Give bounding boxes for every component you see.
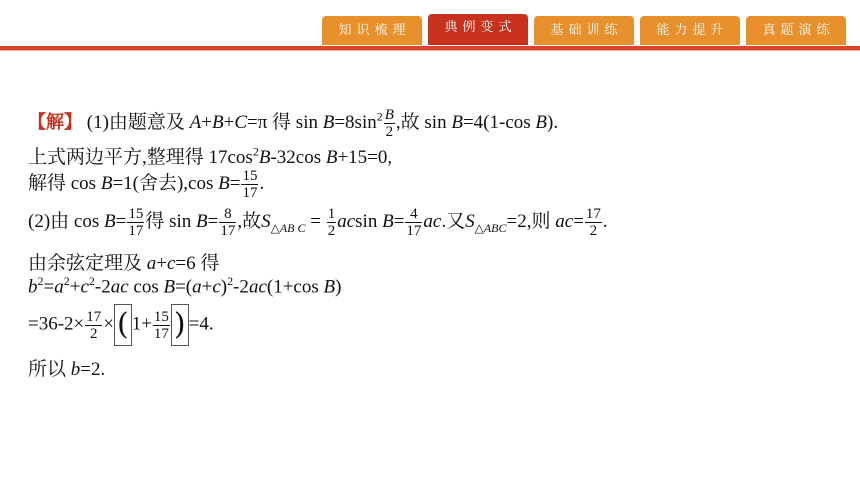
subscript: △ABC bbox=[474, 220, 507, 235]
text: = bbox=[305, 211, 326, 232]
text: 由余弦定理及 bbox=[28, 253, 147, 274]
solution-line-5 bbox=[28, 248, 219, 275]
var: a bbox=[192, 276, 202, 298]
text: =( bbox=[175, 276, 193, 298]
text: =2,则 bbox=[506, 211, 556, 232]
text: 1+ bbox=[131, 313, 152, 335]
den: 2 bbox=[85, 325, 102, 342]
var: c bbox=[166, 253, 176, 274]
var: B bbox=[196, 211, 208, 232]
text: ,故 bbox=[237, 211, 262, 232]
text: =2. bbox=[80, 359, 106, 380]
fraction bbox=[153, 309, 170, 342]
text: = bbox=[115, 211, 127, 232]
var: c bbox=[212, 276, 221, 298]
den: 17 bbox=[153, 325, 169, 342]
text: -2 bbox=[94, 276, 111, 298]
text: sin bbox=[355, 211, 383, 232]
den: 2 bbox=[385, 124, 394, 141]
tab-ability-improvement[interactable]: 能力提升 bbox=[640, 16, 740, 45]
exponent: 2 bbox=[376, 109, 383, 124]
text: =4. bbox=[188, 313, 214, 335]
paren-open: ( bbox=[114, 304, 132, 346]
var: S bbox=[261, 211, 271, 232]
solution-line-2 bbox=[28, 142, 392, 169]
text: ). bbox=[547, 112, 559, 133]
num: 15 bbox=[128, 206, 144, 223]
var: b bbox=[28, 276, 38, 298]
text: =8sin bbox=[334, 112, 377, 133]
var: ac bbox=[555, 211, 574, 232]
tab-basic-training[interactable]: 基础训练 bbox=[534, 16, 634, 45]
text: -2 bbox=[233, 276, 249, 298]
exponent: 2 bbox=[37, 274, 44, 288]
text: + bbox=[201, 112, 212, 133]
num: 1 bbox=[327, 206, 336, 223]
den: 17 bbox=[220, 223, 236, 240]
fraction bbox=[585, 206, 602, 239]
text: =36-2× bbox=[28, 313, 85, 335]
num: B bbox=[384, 107, 394, 124]
fraction bbox=[405, 206, 422, 239]
var: B bbox=[322, 112, 335, 133]
text: +15=0, bbox=[337, 147, 393, 168]
var: ac bbox=[110, 276, 129, 298]
fraction bbox=[127, 206, 144, 239]
fraction bbox=[241, 168, 258, 201]
var: a bbox=[146, 253, 157, 274]
exponent: 2 bbox=[252, 144, 259, 159]
den: 17 bbox=[242, 185, 258, 202]
solution-line-1 bbox=[28, 107, 558, 140]
var: B bbox=[211, 112, 224, 133]
var: C bbox=[234, 112, 247, 133]
var: B bbox=[163, 276, 176, 298]
var: B bbox=[323, 276, 336, 298]
text: 所以 bbox=[28, 359, 71, 380]
header-divider-shadow bbox=[0, 50, 860, 51]
text: . bbox=[602, 211, 608, 232]
exponent: 2 bbox=[227, 274, 234, 288]
var: b bbox=[70, 359, 81, 380]
text: 上式两边平方,整理得 17cos bbox=[28, 147, 253, 168]
text: =π 得 sin bbox=[247, 112, 323, 133]
text: = bbox=[573, 211, 584, 232]
var: B bbox=[218, 173, 230, 194]
var: B bbox=[258, 147, 271, 168]
var: ac bbox=[423, 211, 442, 232]
solution-line-4 bbox=[28, 206, 608, 239]
num: 8 bbox=[224, 206, 232, 223]
text: (1)由题意及 bbox=[86, 112, 190, 133]
den: 17 bbox=[406, 223, 422, 240]
num: 15 bbox=[242, 168, 258, 185]
text: ) bbox=[335, 276, 342, 298]
solution-line-3 bbox=[28, 168, 264, 201]
text: × bbox=[103, 313, 114, 335]
paren-close: ) bbox=[171, 304, 189, 346]
text: + bbox=[223, 112, 235, 133]
text: + bbox=[156, 253, 167, 274]
text: ,故 sin bbox=[395, 112, 452, 133]
text: . bbox=[259, 173, 265, 194]
fraction bbox=[219, 206, 236, 239]
text: cos bbox=[128, 276, 164, 298]
fraction bbox=[327, 206, 337, 239]
text: (2)由 cos bbox=[28, 211, 104, 232]
solution-line-7 bbox=[28, 304, 214, 346]
text: =6 得 bbox=[175, 253, 220, 274]
var: ac bbox=[337, 211, 356, 232]
text: =1(舍去),cos bbox=[112, 173, 219, 194]
subscript: △AB C bbox=[270, 220, 306, 235]
num: 15 bbox=[153, 308, 169, 325]
text: + bbox=[69, 276, 81, 298]
var: c bbox=[80, 276, 89, 298]
text: 得 sin bbox=[145, 211, 196, 232]
solution-tag: 【解】 bbox=[28, 112, 82, 133]
exponent: 2 bbox=[88, 274, 95, 288]
text: = bbox=[207, 211, 219, 232]
exponent: 2 bbox=[63, 274, 70, 288]
tab-real-exam-practice[interactable]: 真题演练 bbox=[746, 16, 846, 45]
fraction bbox=[85, 309, 102, 342]
text: -32cos bbox=[270, 147, 326, 168]
text: + bbox=[201, 276, 213, 298]
text: ) bbox=[220, 276, 228, 298]
var: B bbox=[100, 173, 113, 194]
den: 2 bbox=[327, 223, 336, 240]
den: 17 bbox=[128, 223, 144, 240]
text: = bbox=[393, 211, 405, 232]
solution-line-6 bbox=[28, 274, 341, 298]
den: 2 bbox=[585, 222, 602, 239]
var: A bbox=[189, 112, 202, 133]
tab-knowledge-review[interactable]: 知识梳理 bbox=[322, 16, 422, 45]
text: = bbox=[229, 173, 241, 194]
var: B bbox=[103, 211, 116, 232]
var: a bbox=[54, 276, 64, 298]
var: B bbox=[325, 147, 338, 168]
fraction bbox=[384, 107, 395, 140]
text: (1+cos bbox=[266, 276, 324, 298]
var: S bbox=[465, 211, 475, 232]
var: ac bbox=[248, 276, 267, 298]
tab-typical-examples[interactable]: 典例变式 bbox=[428, 14, 528, 45]
num: 17 bbox=[86, 308, 102, 325]
text: = bbox=[43, 276, 55, 298]
var: B bbox=[535, 112, 548, 133]
num: 4 bbox=[410, 206, 418, 223]
text: =4(1-cos bbox=[462, 112, 536, 133]
var: B bbox=[451, 112, 463, 133]
text: .又 bbox=[441, 211, 466, 232]
text: 解得 cos bbox=[28, 173, 101, 194]
solution-line-8 bbox=[28, 354, 105, 381]
num: 17 bbox=[585, 206, 601, 223]
var: B bbox=[382, 211, 394, 232]
